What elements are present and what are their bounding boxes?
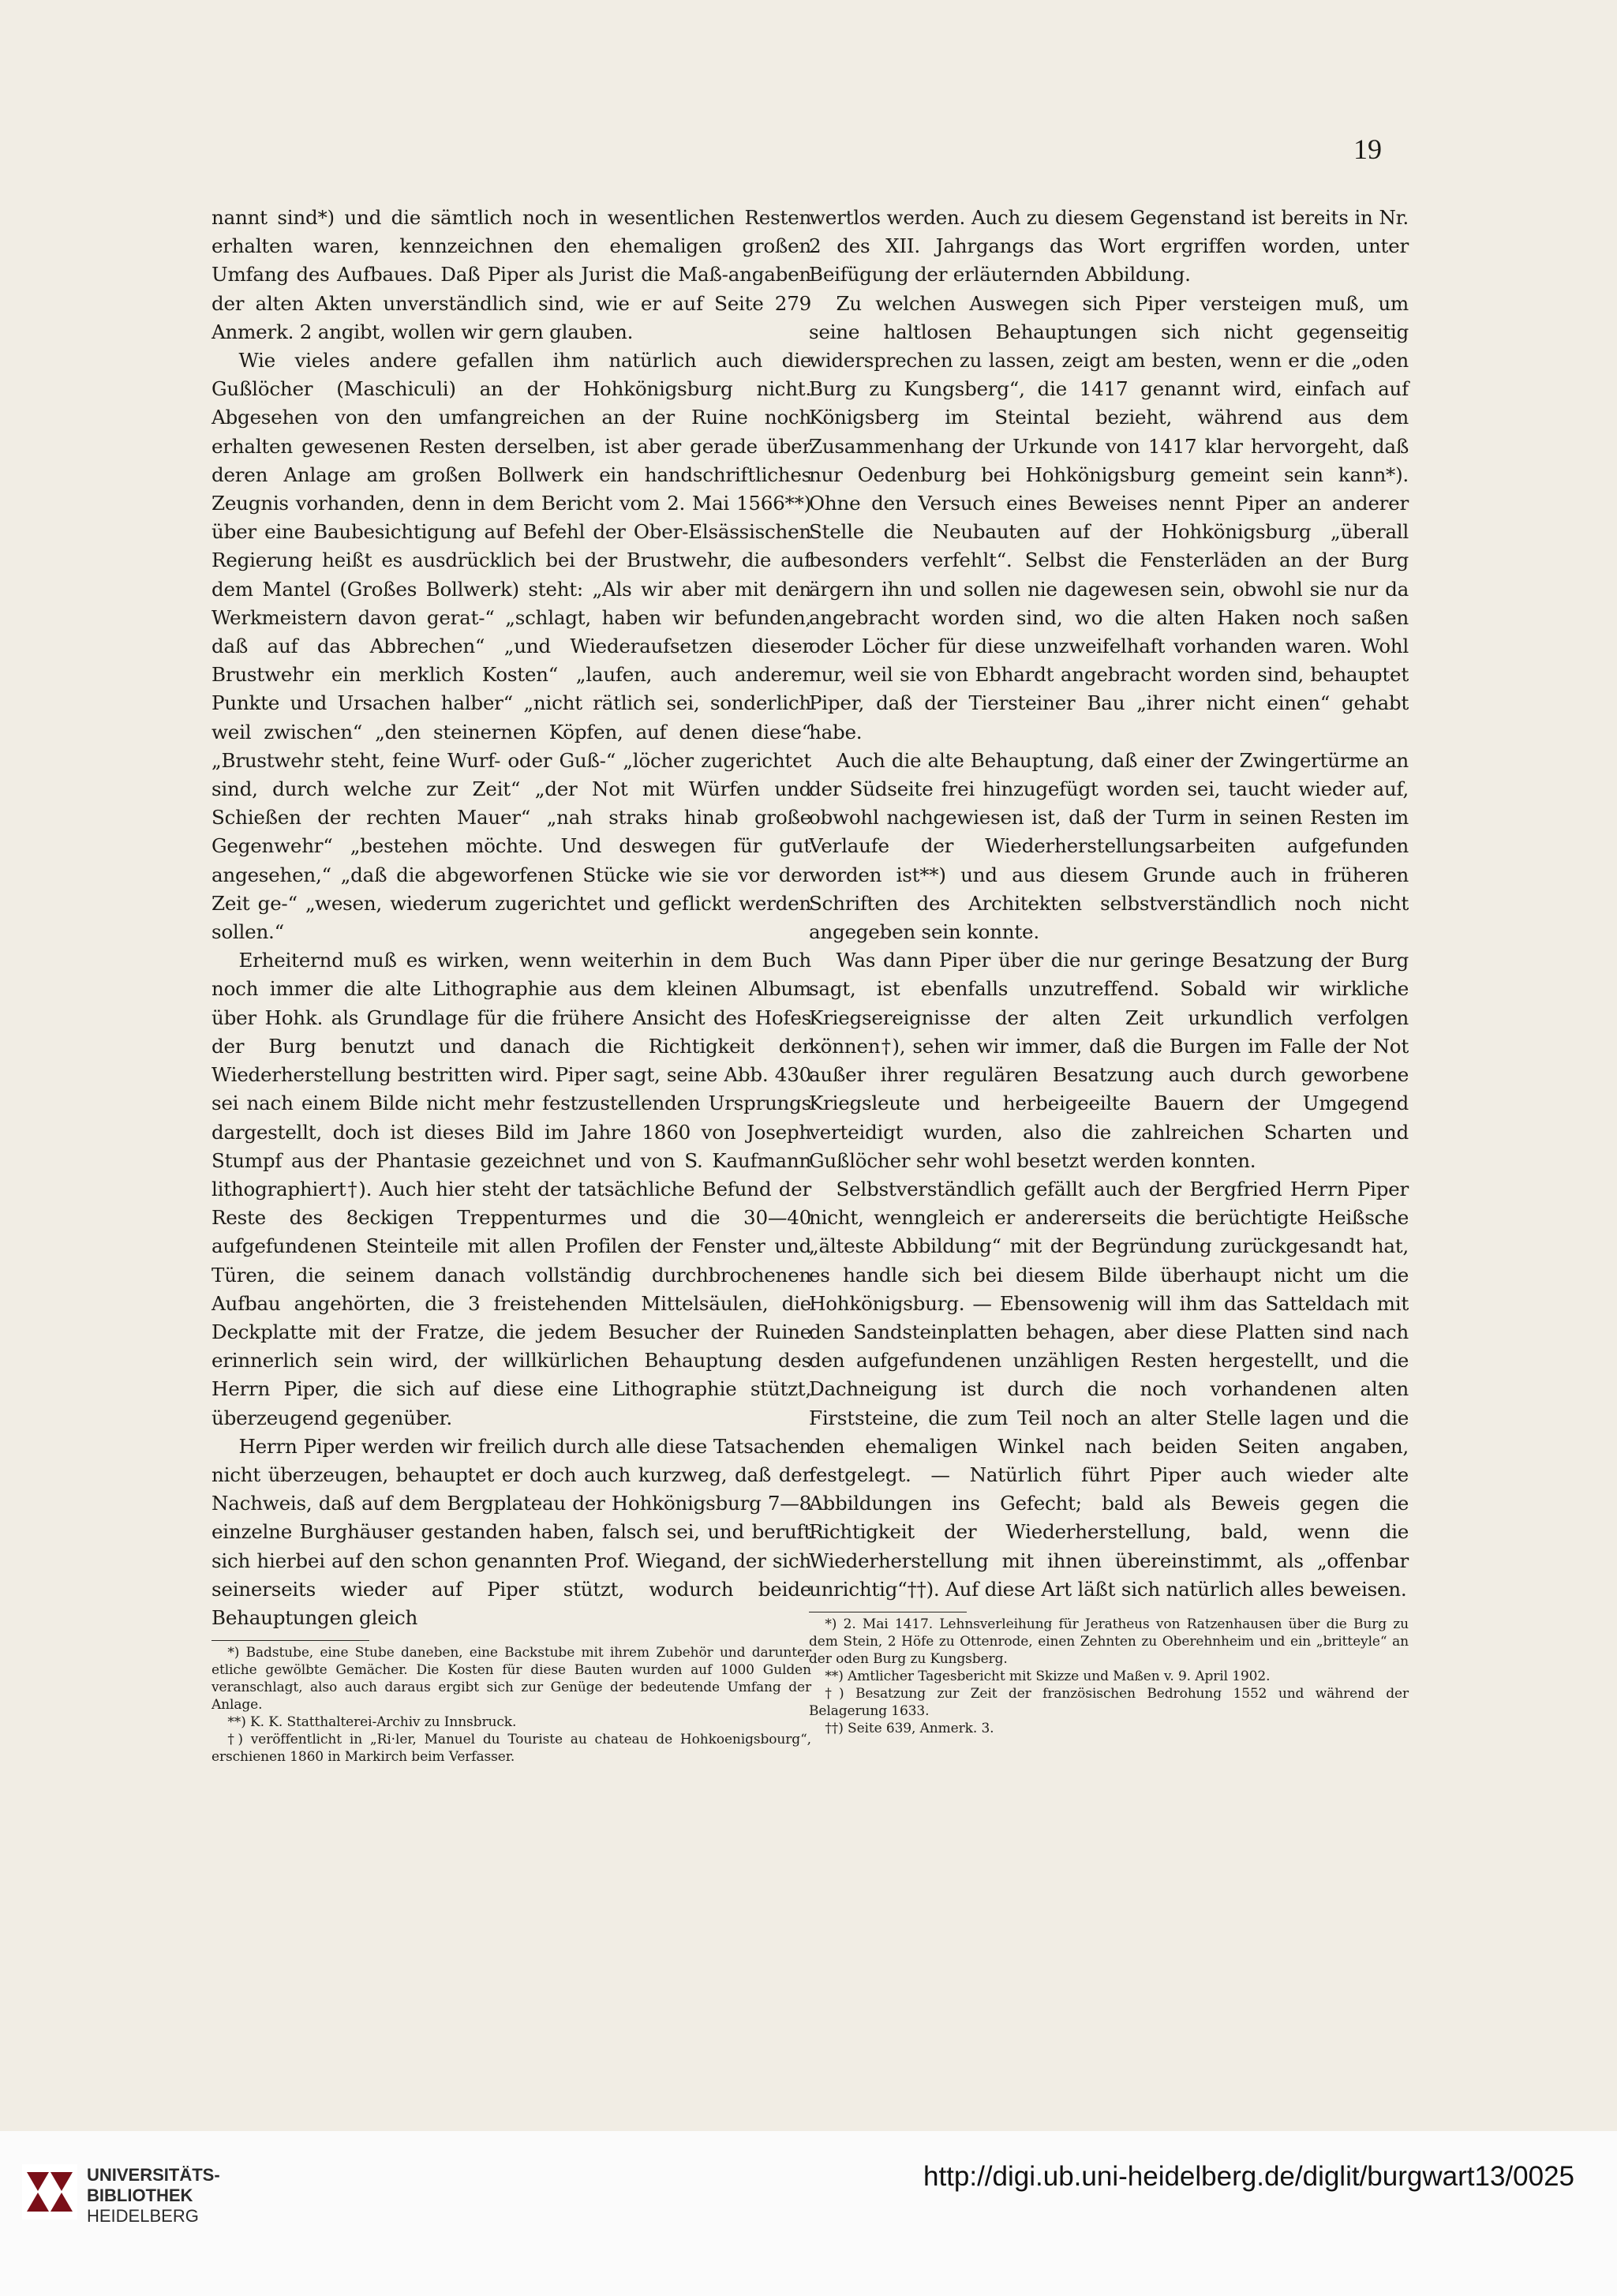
footer-bar: [0, 2131, 1617, 2296]
footnote: *) Badstube, eine Stube daneben, eine Backstube mit ihrem Zubehör und darunter etliche gewölbte Gemächer. Die Kosten für diese Bauten wurden auf 1000 Gulden veranschlagt, also auch daraus ergibt sich zur Genüge der bedeutende Umfang der Anlage.: [211, 1645, 811, 1714]
page-number: 19: [1353, 133, 1382, 165]
body-paragraph: Wie vieles andere gefallen ihm natürlich auch die Gußlöcher (Maschiculi) an der Hohkönigsburg nicht. Abgesehen von den umfangreichen an der Ruine noch erhalten gewesenen Resten derselben, ist aber gerade über deren Anlage am großen Bollwerk ein handschriftliches Zeugnis vorhanden, denn in dem Bericht vom 2. Mai 1566**) über eine Baubesichtigung auf Befehl der Ober-Elsässischen Regierung heißt es ausdrücklich bei der Brustwehr, die auf dem Mantel (Großes Bollwerk) steht: „Als wir aber mit den Werkmeistern davon gerat-“ „schlagt, haben wir befunden, daß auf das Abbrechen“ „und Wiederaufsetzen dieser Brustwehr ein merklich Kosten“ „laufen, auch anderer Punkte und Ursachen halber“ „nicht rätlich sei, sonderlich weil zwischen“ „den steinernen Köpfen, auf denen diese“ „Brustwehr steht, feine Wurf- oder Guß-“ „löcher zugerichtet sind, durch welche zur Zeit“ „der Not mit Würfen und Schießen der rechten Mauer“ „nah straks hinab große Gegenwehr“ „bestehen möchte. Und deswegen für gut angesehen,“ „daß die abgeworfenen Stücke wie sie vor der Zeit ge-“ „wesen, wiederum zugerichtet und geflickt werden sollen.“: [211, 349, 811, 944]
footnote-rule: [211, 1640, 369, 1641]
library-name-line: HEIDELBERG: [87, 2206, 199, 2226]
library-name: [87, 2165, 220, 2227]
library-logo-icon: [22, 2164, 77, 2219]
footnote: *) 2. Mai 1417. Lehnsverleihung für Jeratheus von Ratzenhausen über die Burg zu dem Stein, 2 Höfe zu Ottenrode, einen Zehnten zu Oberehnheim und ein „britteyle“ an der oden Burg zu Kungsberg.: [809, 1616, 1409, 1667]
footnote: ††) Seite 639, Anmerk. 3.: [825, 1720, 994, 1736]
body-paragraph: Selbstverständlich gefällt auch der Bergfried Herrn Piper nicht, wenngleich er andererseits die berüchtigte Heißsche „älteste Abbildung“ mit der Begründung zurückgesandt hat, es handle sich bei diesem Bilde überhaupt nicht um die Hohkönigsburg. — Ebensowenig will ihm das Satteldach mit den Sandsteinplatten behagen, aber diese Platten sind nach den aufgefundenen unzähligen Resten hergestellt, und die Dachneigung ist durch die noch vorhandenen alten Firststeine, die zum Teil noch an alter Stelle lagen und die den ehemaligen Winkel nach beiden Seiten angaben, festgelegt. — Natürlich führt Piper auch wieder alte Abbildungen ins Gefecht; bald als Beweis gegen die Richtigkeit der Wiederherstellung, bald, wenn die Wiederherstellung mit ihnen übereinstimmt, als „offenbar unrichtig“††). Auf diese Art läßt sich natürlich alles beweisen.: [809, 1177, 1409, 1601]
left-column: [211, 204, 811, 1766]
footnote: †) Besatzung zur Zeit der französischen Bedrohung 1552 und während der Belagerung 1633.: [809, 1685, 1409, 1719]
library-name-line: BIBLIOTHEK: [87, 2186, 193, 2205]
footnote: **) K. K. Statthalterei-Archiv zu Innsbruck.: [227, 1714, 517, 1731]
body-paragraph: Erheiternd muß es wirken, wenn weiterhin in dem Buch noch immer die alte Lithographie aus dem kleinen Album über Hohk. als Grundlage für die frühere Ansicht des Hofes der Burg benutzt und danach die Richtigkeit der Wiederherstellung bestritten wird. Piper sagt, seine Abb. 430 sei nach einem Bilde nicht mehr festzustellenden Ursprungs dargestellt, doch ist dieses Bild im Jahre 1860 von Joseph Stumpf aus der Phantasie gezeichnet und von S. Kaufmann lithographiert†). Auch hier steht der tatsächliche Befund der Reste des 8eckigen Treppenturmes und die 30—40 aufgefundenen Steinteile mit allen Profilen der Fenster und Türen, die seinem danach vollständig durchbrochenen Aufbau angehörten, die 3 freistehenden Mittelsäulen, die Deckplatte mit der Fratze, die jedem Besucher der Ruine erinnerlich sein wird, der willkürlichen Behauptung des Herrn Piper, die sich auf diese eine Lithographie stützt, überzeugend gegenüber.: [211, 949, 811, 1429]
right-column: [809, 204, 1409, 1737]
body-paragraph: Auch die alte Behauptung, daß einer der Zwingertürme an der Südseite frei hinzugefügt worden sei, taucht wieder auf, obwohl nachgewiesen ist, daß der Turm in seinen Resten im Verlaufe der Wiederherstellungsarbeiten aufgefunden worden ist**) und aus diesem Grunde auch in früheren Schriften des Architekten selbstverständlich noch nicht angegeben sein konnte.: [809, 748, 1409, 944]
body-paragraph: wertlos werden. Auch zu diesem Gegenstand ist bereits in Nr. 2 des XII. Jahrgangs das Wort ergriffen worden, unter Beifügung der erläuternden Abbildung.: [809, 206, 1409, 287]
body-paragraph: Was dann Piper über die nur geringe Besatzung der Burg sagt, ist ebenfalls unzutreffend. Sobald wir wirkliche Kriegsereignisse der alten Zeit urkundlich verfolgen können†), sehen wir immer, daß die Burgen im Falle der Not außer ihrer regulären Besatzung auch durch geworbene Kriegsleute und herbeigeeilte Bauern der Umgegend verteidigt wurden, also die zahlreichen Scharten und Gußlöcher sehr wohl besetzt werden konnten.: [809, 949, 1409, 1172]
source-url-link[interactable]: http://digi.ub.uni-heidelberg.de/diglit/burgwart13/0025: [923, 2161, 1574, 2192]
body-paragraph: Herrn Piper werden wir freilich durch alle diese Tatsachen nicht überzeugen, behauptet er doch auch kurzweg, daß der Nachweis, daß auf dem Bergplateau der Hohkönigsburg 7—8 einzelne Burghäuser gestanden haben, falsch sei, und beruft sich hierbei auf den schon genannten Prof. Wiegand, der sich seinerseits wieder auf Piper stützt, wodurch beide Behauptungen gleich: [211, 1434, 811, 1629]
body-paragraph: Zu welchen Auswegen sich Piper versteigen muß, um seine haltlosen Behauptungen sich nicht gegenseitig widersprechen zu lassen, zeigt am besten, wenn er die „oden Burg zu Kungsberg“, die 1417 genannt wird, einfach auf Königsberg im Steintal bezieht, während aus dem Zusammenhang der Urkunde von 1417 klar hervorgeht, daß nur Oedenburg bei Hohkönigsburg gemeint sein kann*). Ohne den Versuch eines Beweises nennt Piper an anderer Stelle die Neubauten auf der Hohkönigsburg „überall besonders verfehlt“. Selbst die Fensterläden an der Burg ärgern ihn und sollen nie dagewesen sein, obwohl sie nur da angebracht worden sind, wo die alten Haken noch saßen oder Löcher für diese unzweifelhaft vorhanden waren. Wohl nur, weil sie von Ebhardt angebracht worden sind, behauptet Piper, daß der Tiersteiner Bau „ihrer nicht einen“ gehabt habe.: [809, 291, 1409, 743]
body-paragraph: nannt sind*) und die sämtlich noch in wesentlichen Resten erhalten waren, kennzeichnen den ehemaligen großen Umfang des Aufbaues. Daß Piper als Jurist die Maß-angaben der alten Akten unverständlich sind, wie er auf Seite 279 Anmerk. 2 angibt, wollen wir gern glauben.: [211, 206, 811, 343]
footnote: †) veröffentlicht in „Ri·ler, Manuel du Touriste au chateau de Hohkoenigsbourg“, erschienen 1860 in Markirch beim Verfasser.: [211, 1732, 811, 1766]
library-name-line: UNIVERSITÄTS-: [87, 2165, 220, 2185]
footnote: **) Amtlicher Tagesbericht mit Skizze und Maßen v. 9. April 1902.: [825, 1668, 1271, 1684]
